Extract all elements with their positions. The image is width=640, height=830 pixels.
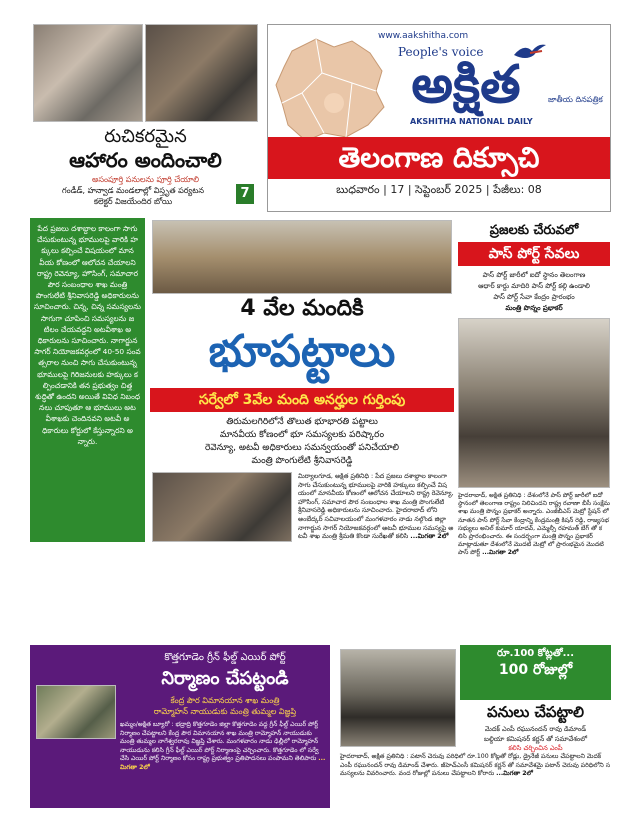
continued-link[interactable]: ...మిగతా 2లో: [120, 755, 326, 771]
top-left-story: [33, 24, 258, 212]
airport-body: [120, 721, 326, 805]
roads-body: [340, 753, 611, 808]
main-bullet: తిరుమలగిరిలోనే తొలుత భూభారతి పట్టాలు: [226, 417, 378, 427]
main-body: [298, 472, 454, 542]
dateline-pages: పేజీలు: 08: [493, 183, 542, 196]
main-story: [150, 218, 454, 542]
airport-story: [30, 645, 330, 808]
passport-headline: పాస్ పోర్ట్ సేవలు: [458, 242, 610, 266]
airport-body-text: ఖమ్మం/అక్షిత బ్యూరో : భద్రాద్రి కొత్తగూడెం జిల్లా కొత్తగూడెం వద్ద గ్రీన్ ఫీల్డ్ ఎయిర్ పోర్ట్ నిర్మాణం చేపట్టాలని కేంద్ర పౌర విమానయాన శాఖ మంత్రి రామ్మోహన్ నాయుడుకు మంత్రి తుమ్మల నాగేశ్వరరావు విజ్ఞప్తి చేశారు. మంగళవారం నాడు ఢిల్లీలో రామ్మోహన్ నాయుడును కలిసి గ్రీన్ ఫీల్డ్ ఎయిర్ పోర్ట్ నిర్మాణంపై చర్చించారు. కొత్తగూడెం లో సర్వే చేసి ఎయిర్ పోర్ట్ నిర్మాణం కోసం రాష్ట్ర ప్రభుత్వం ప్రతిపాదనలు పంపామని తెలిపారు: [120, 721, 319, 763]
main-bullet: రెవెన్యూ, అటవీ అధికారులు సమన్వయంతో పనిచేయాలి: [204, 443, 400, 453]
dateline: బుధవారం | 17 | సెప్టెంబర్ 2025 | పేజీలు: 08: [336, 183, 542, 196]
continued-link[interactable]: ...మిగతా 2లో: [410, 532, 449, 541]
roads-kicker: రూ.100 కోట్లతో...: [496, 648, 575, 659]
subhead: కలెక్టర్ విజయేందిర బోయి: [93, 197, 173, 206]
page-reference-badge: 7: [236, 184, 254, 204]
roads-sub-3: కలిసి చర్చించిన ఎంపీ: [508, 744, 563, 752]
subhead: అసంపూర్తి పనులను పూర్తి చేయాలి: [91, 175, 200, 184]
newspaper-subtitle: జాతీయ దినపత్రిక: [548, 95, 603, 104]
newspaper-title: అక్షిత: [411, 55, 521, 115]
roads-header: [460, 645, 611, 700]
story-photo: [33, 24, 143, 122]
main-bullet: మంత్రి పొంగులేటి శ్రీనివాసరెడ్డి: [251, 456, 353, 466]
passport-bullet: పాస్ పోర్ట్ జారీలో ఐదో స్థానం తెలంగాణ: [482, 271, 586, 279]
headline-line-1: రుచికరమైన: [104, 126, 187, 147]
continued-link[interactable]: ...మిగతా 2లో: [496, 770, 533, 778]
passport-kicker: ప్రజలకు చేరువలో: [489, 223, 579, 238]
left-column-box: [30, 218, 145, 542]
left-column-text: పేద ప్రజలు దశాబ్దాల కాలంగా సాగు చేసుకుంటున్న భూములపై వారికి హక్కులు కల్పించే విషయంలో మానవీయ కోణంలో ఆలోచన చేయాలని రాష్ట్ర రెవెన్యూ, హౌసింగ్, సమాచార పౌర సంబంధాల శాఖ మంత్రి పొంగులేటి శ్రీనివాసరెడ్డి అధికారులను సూచించారు. చిన్న, చిన్న సమస్యలను సాగుగా చూపించి సమస్యలను జటిలం చేయవద్దని అటవీశాఖ అధికారులను సూచించారు. నాగార్జున సాగర్ నియోజకవర్గంలో 40-50 సంవత్సరాల నుంచి సాగు చేసుకుంటున్న భూములపై గిరిజనులకు హక్కులు కల్పించడానికి తన ప్రభుత్వం చిత్తశుద్ధితో ఉందని అయితే వివిధ నిబంధనలు చూపుతూ ఆ భూములు అటవీశాఖకు చెందినవని అటవీ అధికారులు కోర్టులో కేస్తున్నారని అన్నారు.: [34, 224, 141, 446]
edition-title: తెలంగాణ దిక్సూచి: [338, 141, 540, 174]
dateline-month: సెప్టెంబర్: [415, 183, 451, 196]
dateline-date: 17: [390, 183, 405, 196]
passport-bullet: ఆధార్ కార్డు మాదిరి పాస్ పోర్ట్ కల్గి ఉండాలి: [478, 282, 590, 290]
airport-sub-2: రామ్మోహన్ నాయుడుకు మంత్రి తుమ్మల విజ్ఞప్తి: [153, 707, 297, 716]
passport-body: [458, 492, 610, 557]
main-bullets: [150, 416, 454, 468]
passport-bullet: పాస్ పోర్ట్ సేవా కేంద్రం ప్రారంభం: [493, 293, 575, 301]
roads-story: [340, 645, 611, 808]
main-body-text: మిర్యాలగూడ, అక్షిత ప్రతినిధి : పేద ప్రజలు దశాబ్దాల కాలంగా సాగు చేసుకుంటున్న భూములపై వారికి హక్కులు కల్పించే విషయంలో మానవీయ కోణంలో ఆలోచన చేయాలని రాష్ట్ర రెవెన్యూ, హౌసింగ్, సమాచార పౌర సంబంధాల శాఖ మంత్రి పొంగులేటి శ్రీనివాసరెడ్డి అధికారులను సూచించారు. హైదరాబాద్ లోని అంబేద్కర్ సచివాలయంలో మంగళవారం నాడు నల్గొండ జిల్లా నాగార్జున సాగర్ నియోజకవర్గంలో అటవీ భూముల సమస్యపై అటవీ శాఖ మంత్రి శ్రీమతి కొండా సురేఖతో కలిసి: [298, 472, 454, 541]
airport-sub-1: కేంద్ర పౌర విమానయాన శాఖ మంత్రి: [170, 696, 280, 705]
roads-sub-1: మెదక్ ఎంపీ రఘునందన్ రావు డిమాండ్: [484, 725, 587, 733]
passport-bullets: [458, 270, 610, 314]
main-banner: సర్వేలో 3వేల మంది అనర్హుల గుర్తింపు: [150, 388, 454, 412]
roads-headline-1: 100 రోజుల్లో: [498, 662, 573, 678]
edition-title-bar: [268, 137, 610, 179]
english-name: AKSHITHA NATIONAL DAILY: [410, 117, 533, 126]
continued-link[interactable]: ...మిగతా 2లో: [482, 549, 519, 557]
passport-body-text: హైదరాబాద్, అక్షిత ప్రతినిధి : దేశంలోనే పాస్ పోర్ట్ జారీలో ఐదో స్థానంలో తెలంగాణ రాష్ట్రం నిలిచిందని రాష్ట్ర రవాణా బీసీ సంక్షేమ శాఖ మంత్రి పొన్నం ప్రభాకర్ అన్నారు. ఎంజీబీఎస్ మెట్రో స్టేషన్ లో నూతన పాస్ పోర్ట్ సేవా కేంద్రాన్ని కేంద్రమంత్రి కిషన్ రెడ్డి, రాజ్యసభ సభ్యులు అనిల్ కుమార్ యాదవ్, ఎమ్మెల్సీ రహమత్ బేగ్ తో కలిసి ప్రారంభించారు. ఈ సందర్భంగా మంత్రి పొన్నం ప్రభాకర్ మాట్లాడుతూ దేశంలోనే మొదటి మెట్రో లో ప్రారంభమైన మొదటి పాస్ పోర్ట్: [458, 492, 610, 557]
airport-headline: నిర్మాణం చేపట్టండి: [161, 668, 289, 689]
meeting-photo: [152, 220, 452, 294]
roads-photo: [340, 649, 456, 747]
dateline-year: 2025: [454, 183, 483, 196]
airport-kicker: కొత్తగూడెం గ్రీన్ ఫీల్డ్ ఎయిర్ పోర్ట్: [164, 652, 286, 663]
roads-body-text: హైదరాబాద్, అక్షిత ప్రతినిధి : పటాన్ చెరువు పరిధిలో రూ.100 కోట్లతో రోడ్లు, డ్రైనేజీ పనులు చేపట్టాలని మెదక్ ఎంపీ రఘునందన్ రావు డిమాండ్ చేశారు. జీహెచ్ఎంసీ కమిషనర్ కర్ణన్ తో సమావేశమై పటాన్ చెరువు పరిధిలోని సమస్యలను వివరించారు. వంద రోజుల్లో పనులు చేపట్టాలని కోరారు: [340, 753, 611, 778]
passport-photo: [458, 318, 610, 488]
main-bullet: మానవీయ కోణంలో భూ సమస్యలకు పరిష్కారం: [219, 430, 385, 440]
story-photo: [152, 472, 292, 542]
masthead: [267, 24, 611, 212]
roads-headline-2: పనులు చేపట్టాలి: [487, 703, 584, 721]
website-url: www.aakshitha.com: [378, 31, 469, 41]
roads-sub-2: బల్దియా కమిషనర్ కర్ణన్ తో సమావేశంలో: [484, 735, 587, 743]
telangana-map-graphic: [272, 33, 390, 145]
airport-photo: [36, 685, 116, 739]
main-kicker: 4 వేల మందికి: [240, 296, 364, 321]
passport-story: [458, 218, 610, 557]
headline-line-2: ఆహారం అందించాలి: [69, 148, 222, 172]
dateline-day: బుధవారం: [336, 183, 380, 196]
passport-bullet: మంత్రి పొన్నం ప్రభాకర్: [505, 304, 563, 312]
story-photo: [145, 24, 258, 122]
subhead: గండీడ్, హన్వాడ మండలాల్లో విస్తృత పర్యటన: [62, 186, 204, 195]
main-headline: భూపట్టాలు: [208, 326, 396, 377]
tagline: People's voice: [398, 45, 484, 59]
